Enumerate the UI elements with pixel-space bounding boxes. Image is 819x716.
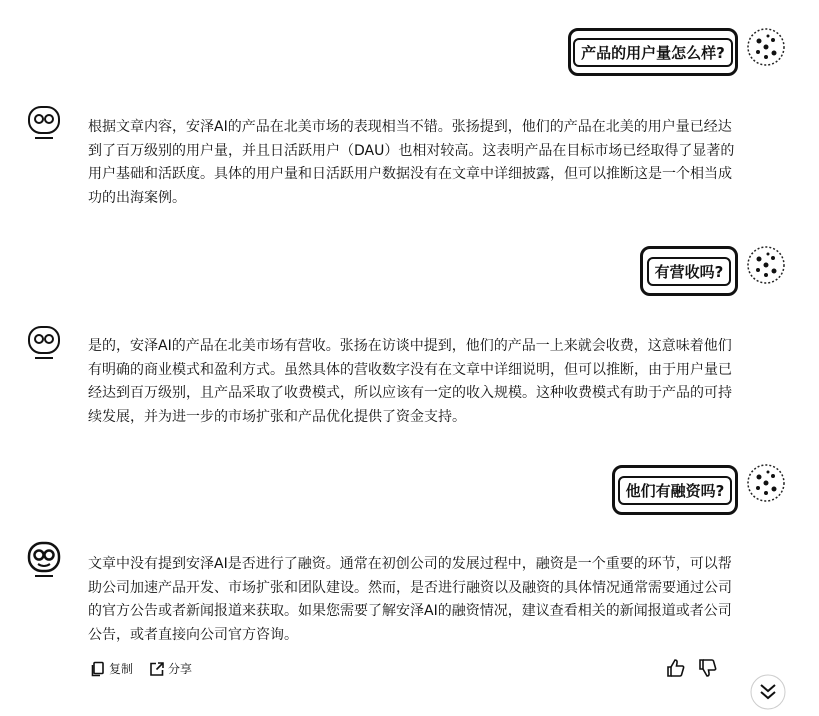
assistant-avatar [26,104,62,144]
user-avatar [746,27,786,67]
user-message-text: 他们有融资吗? [618,476,733,505]
user-message-bubble [612,465,738,515]
double-chevron-down-icon[interactable] [750,674,786,710]
share-icon [149,661,165,677]
copy-button[interactable] [90,660,133,677]
user-avatar [746,463,786,503]
assistant-message-text: 根据文章内容，安泽AI的产品在北美市场的表现相当不错。张扬提到，他们的产品在北美的用户量已经达到了百万级别的用户量，并且日活跃用户（DAU）也相对较高。这表明产品在目标市场已经取得了显著的用户基础和活跃度。具体的用户量和日活跃用户数据没有在文章中详细披露，但可以推断这是一个相当成功的出海案例。 [88,119,735,206]
user-message-bubble [568,28,738,76]
assistant-avatar [26,540,62,580]
assistant-message-text: 是的，安泽AI的产品在北美市场有营收。张扬在访谈中提到，他们的产品一上来就会收费，这意味着他们有明确的商业模式和盈利方式。虽然具体的营收数字没有在文章中详细说明，但可以推断，由于用户量已经达到百万级别，且产品采取了收费模式，所以应该有一定的收入规模。这种收费模式有助于产品的可持续发展，并为进一步的市场扩张和产品优化提供了资金支持。 [88,338,732,425]
assistant-avatar [26,324,62,364]
user-message-text: 有营收吗? [647,257,732,286]
thumbs-down-icon[interactable] [698,658,718,678]
user-message-text: 产品的用户量怎么样? [573,38,733,67]
copy-icon [90,661,106,677]
user-message-bubble [640,246,738,296]
share-label: 分享 [168,662,193,676]
user-avatar [746,245,786,285]
share-button[interactable] [149,660,192,677]
copy-label: 复制 [109,662,134,676]
assistant-message-text: 文章中没有提到安泽AI是否进行了融资。通常在初创公司的发展过程中，融资是一个重要的环节，可以帮助公司加速产品开发、市场扩张和团队建设。然而，是否进行融资以及融资的具体情况通常需要通过公司的官方公告或者新闻报道来获取。如果您需要了解安泽AI的融资情况，建议查看相关的新闻报道或者公司公告，或者直接向公司官方咨询。 [88,556,732,643]
thumbs-up-icon[interactable] [666,658,686,678]
